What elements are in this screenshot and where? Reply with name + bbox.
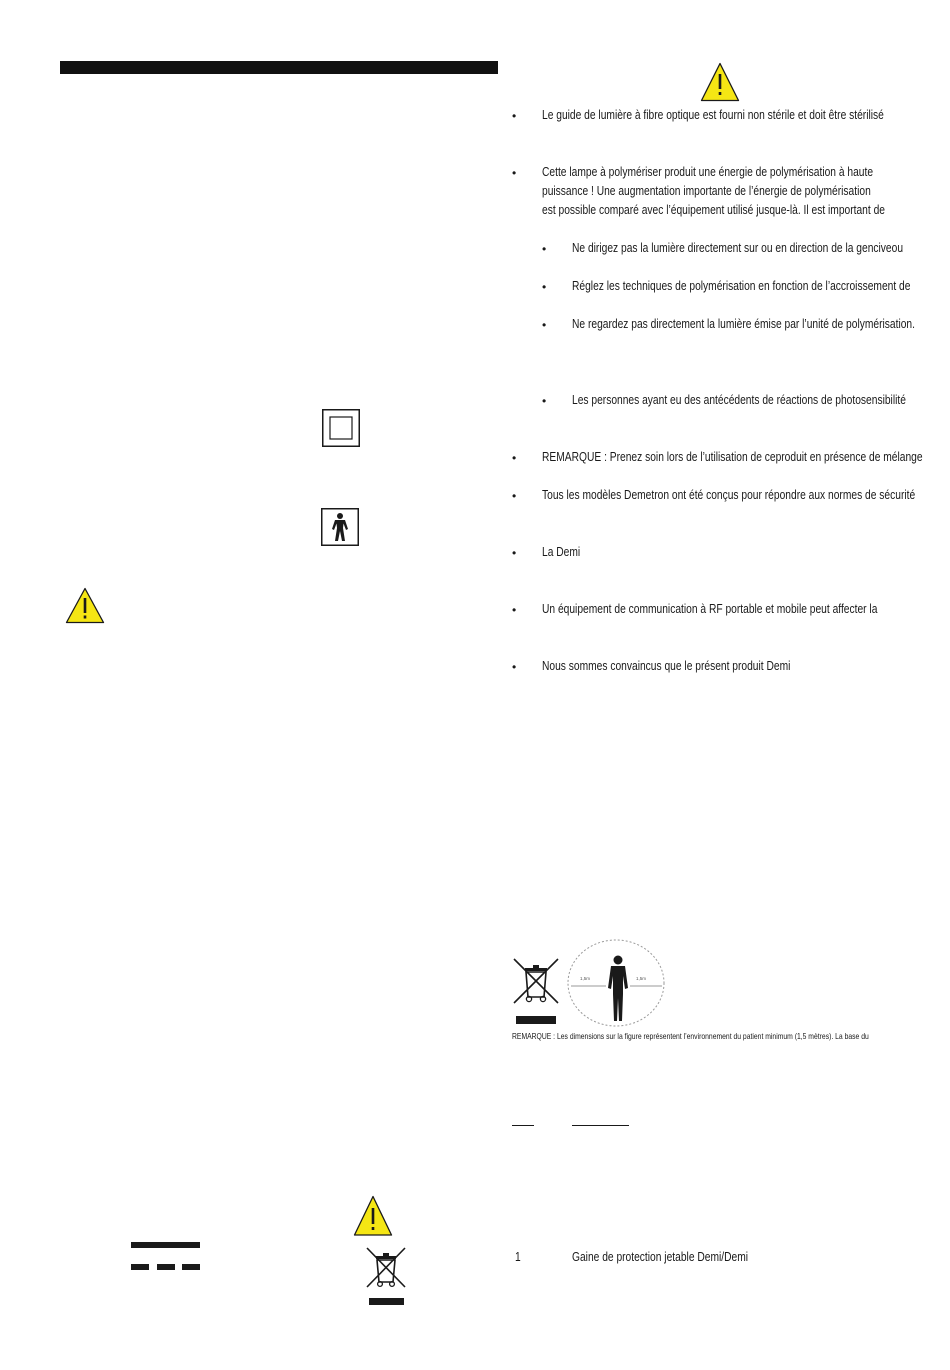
sub-bullet-text: Réglez les techniques de polymérisation en fonction de l’accroissement de	[572, 279, 911, 293]
table-cell-description: Gaine de protection jetable Demi/Demi	[572, 1250, 749, 1264]
bullet-text: La Demi	[542, 545, 581, 559]
warning-triangle-icon	[353, 1195, 393, 1237]
direct-current-icon	[131, 1242, 201, 1272]
bullet-marker: •	[512, 546, 517, 560]
bullet-marker: •	[512, 489, 517, 503]
dimension-label-right: 1,5m	[636, 976, 647, 981]
figure-note: REMARQUE : Les dimensions sur la figure représentent l’environnement du patient minimum (1,5 mètres). La base du	[512, 1031, 869, 1041]
bullet-text: Un équipement de communication à RF portable et mobile peut affecter la	[542, 602, 878, 616]
bullet-text: REMARQUE : Prenez soin lors de l’utilisation de ceproduit en présence de mélange	[542, 450, 923, 464]
dimension-label-left: 1,5m	[580, 976, 591, 981]
bullet-text: Le guide de lumière à fibre optique est fourni non stérile et doit être stérilisé	[542, 108, 884, 122]
bullet-marker: •	[512, 660, 517, 674]
double-insulation-icon	[322, 409, 360, 447]
warning-triangle-icon	[65, 587, 105, 624]
sub-bullet-text: Ne regardez pas directement la lumière émise par l’unité de polymérisation.	[572, 317, 915, 331]
table-header-rule	[572, 1125, 629, 1126]
section-header-bar	[60, 61, 498, 74]
bullet-marker: •	[512, 166, 517, 180]
bullet-marker: •	[512, 603, 517, 617]
bullet-marker: •	[512, 109, 517, 123]
sub-bullet-marker: •	[542, 280, 547, 294]
sub-bullet-text: Ne dirigez pas la lumière directement sur ou en direction de la genciveou	[572, 241, 904, 255]
sub-bullet-marker: •	[542, 394, 547, 408]
table-header-rule	[512, 1125, 534, 1126]
table-cell-qty: 1	[515, 1250, 521, 1264]
patient-environment-diagram	[566, 938, 666, 1028]
bullet-text: Tous les modèles Demetron ont été conçus pour répondre aux normes de sécurité	[542, 488, 916, 502]
weee-bin-icon	[363, 1245, 409, 1307]
warning-triangle-icon	[700, 62, 740, 102]
bullet-text: puissance ! Une augmentation importante de l’énergie de polymérisation	[542, 184, 871, 198]
sub-bullet-text: Les personnes ayant eu des antécédents de réactions de photosensibilité	[572, 393, 906, 407]
applied-part-type-b-icon	[321, 508, 359, 546]
sub-bullet-marker: •	[542, 242, 547, 256]
bullet-text: est possible comparé avec l’équipement utilisé jusque-là. Il est important de	[542, 203, 885, 217]
bullet-text: Nous sommes convaincus que le présent produit Demi	[542, 659, 791, 673]
bullet-text: Cette lampe à polymériser produit une énergie de polymérisation à haute	[542, 165, 874, 179]
sub-bullet-marker: •	[542, 318, 547, 332]
bullet-marker: •	[512, 451, 517, 465]
weee-bin-icon	[511, 956, 561, 1026]
